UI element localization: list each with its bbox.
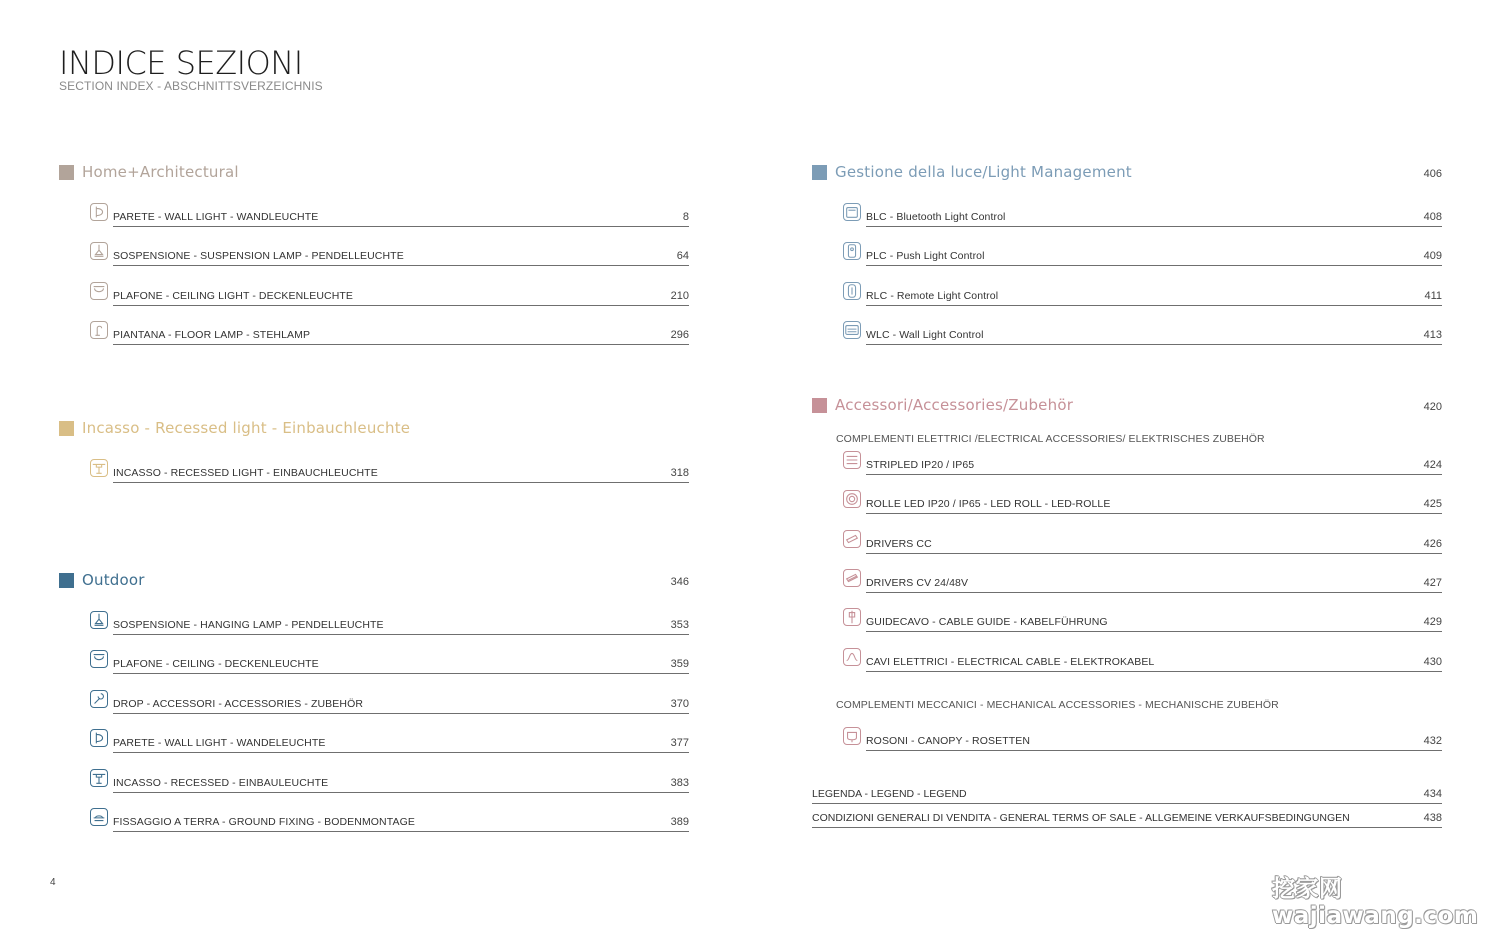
home-item-page: 8 — [682, 211, 689, 223]
outdoor-item-page: 377 — [670, 737, 689, 750]
footer-link-label: LEGENDA - LEGEND - LEGEND — [812, 788, 967, 800]
electrical-accessory-item-row[interactable] — [843, 569, 1442, 593]
electrical-accessory-item-row[interactable] — [843, 648, 1442, 672]
driver-cc-icon — [843, 530, 861, 548]
wrench-icon — [90, 690, 108, 708]
section-recessed[interactable] — [59, 421, 689, 441]
section-accessories-page: 420 — [1423, 401, 1442, 413]
electrical-accessory-item-row[interactable] — [843, 451, 1442, 475]
outdoor-item-underline — [113, 713, 689, 714]
outdoor-item-page: 359 — [670, 658, 689, 671]
home-item-label: PIANTANA - FLOOR LAMP - STEHLAMP — [113, 328, 311, 341]
electrical-accessory-item-label: STRIPLED IP20 / IP65 — [866, 459, 975, 471]
wall-control-icon — [843, 321, 861, 339]
light-management-item-page: 408 — [1423, 211, 1442, 223]
mechanical-accessory-item-row[interactable] — [843, 727, 1442, 751]
home-item-label: PARETE - WALL LIGHT - WANDLEUCHTE — [113, 211, 319, 223]
home-item-row[interactable] — [90, 282, 689, 306]
light-management-item-label: RLC - Remote Light Control — [866, 289, 999, 302]
remote-control-icon — [843, 282, 861, 300]
section-home-square — [59, 165, 74, 180]
section-accessories[interactable] — [812, 398, 1442, 418]
electrical-accessory-item-underline — [866, 631, 1442, 632]
electrical-accessory-item-label: ROLLE LED IP20 / IP65 - LED ROLL - LED-ROLLE — [866, 498, 1111, 511]
section-home[interactable] — [59, 165, 689, 185]
hanging-lamp-icon — [90, 611, 108, 629]
footer-link-row[interactable] — [812, 808, 1442, 828]
led-roll-icon — [843, 490, 861, 508]
section-home-title: Home+Architectural — [82, 163, 239, 181]
section-accessories-title: Accessori/Accessories/Zubehör — [835, 396, 1074, 414]
page-title: INDICE SEZIONI — [59, 44, 303, 82]
canopy-icon — [843, 727, 861, 745]
outdoor-item-page: 389 — [670, 816, 689, 828]
page-subtitle: SECTION INDEX - ABSCHNITTSVERZEICHNIS — [59, 79, 323, 93]
ceiling-light-icon — [90, 650, 108, 668]
wall-light-icon — [90, 203, 108, 221]
electrical-accessory-item-row[interactable] — [843, 490, 1442, 514]
outdoor-item-row[interactable] — [90, 690, 689, 714]
footer-link-page: 438 — [1423, 812, 1442, 824]
wall-light-icon — [90, 729, 108, 747]
home-item-row[interactable] — [90, 321, 689, 345]
section-accessories-square — [812, 398, 827, 413]
home-item-row[interactable] — [90, 203, 689, 227]
electrical-accessory-item-underline — [866, 553, 1442, 554]
outdoor-item-underline — [113, 792, 689, 793]
page-number: 4 — [50, 877, 56, 888]
electrical-accessory-item-page: 426 — [1423, 537, 1442, 550]
driver-cv-icon — [843, 569, 861, 587]
outdoor-item-label: FISSAGGIO A TERRA - GROUND FIXING - BODENMONTAGE — [113, 816, 415, 828]
outdoor-item-underline — [113, 831, 689, 832]
section-recessed-title: Incasso - Recessed light - Einbauchleuchte — [82, 419, 411, 437]
outdoor-item-underline — [113, 673, 689, 674]
electrical-accessory-item-row[interactable] — [843, 530, 1442, 554]
outdoor-item-row[interactable] — [90, 729, 689, 753]
section-outdoor-page: 346 — [670, 576, 689, 588]
section-outdoor-title: Outdoor — [82, 571, 145, 589]
recessed-item-label: INCASSO - RECESSED LIGHT - EINBAUCHLEUCHTE — [113, 467, 378, 479]
home-item-page: 64 — [676, 250, 689, 263]
light-management-item-label: WLC - Wall Light Control — [866, 328, 984, 341]
watermark-logo: 挖家网 wajiawang.com — [1272, 876, 1479, 929]
ground-fixing-icon — [90, 808, 108, 826]
electrical-accessory-item-row[interactable] — [843, 608, 1442, 632]
electrical-accessory-item-page: 427 — [1423, 576, 1442, 589]
electrical-accessory-item-label: GUIDECAVO - CABLE GUIDE - KABELFÜHRUNG — [866, 616, 1108, 629]
home-item-page: 296 — [670, 328, 689, 341]
light-management-item-row[interactable] — [843, 242, 1442, 266]
electrical-accessories-note: COMPLEMENTI ELETTRICI /ELECTRICAL ACCESSORIES/ ELEKTRISCHES ZUBEHÖR — [836, 433, 1265, 445]
electrical-accessory-item-underline — [866, 592, 1442, 593]
electrical-accessory-item-page: 429 — [1423, 616, 1442, 629]
footer-link-underline — [812, 827, 1442, 828]
light-management-item-label: PLC - Push Light Control — [866, 250, 985, 263]
electrical-accessory-item-underline — [866, 671, 1442, 672]
push-control-icon — [843, 242, 861, 260]
mechanical-accessory-item-label: ROSONI - CANOPY - ROSETTEN — [866, 735, 1031, 747]
outdoor-item-row[interactable] — [90, 808, 689, 832]
light-management-item-underline — [866, 265, 1442, 266]
mechanical-accessories-note: COMPLEMENTI MECCANICI - MECHANICAL ACCESSORIES - MECHANISCHE ZUBEHÖR — [836, 699, 1279, 711]
pendant-lamp-icon — [90, 242, 108, 260]
recessed-item-row[interactable] — [90, 459, 689, 483]
section-light-management-title: Gestione della luce/Light Management — [835, 163, 1132, 181]
electrical-accessory-item-label: CAVI ELETTRICI - ELECTRICAL CABLE - ELEKTROKABEL — [866, 655, 1155, 668]
electrical-accessory-item-label: DRIVERS CC — [866, 537, 932, 550]
electrical-accessory-item-label: DRIVERS CV 24/48V — [866, 576, 969, 589]
outdoor-item-label: SOSPENSIONE - HANGING LAMP - PENDELLEUCHTE — [113, 619, 384, 631]
bluetooth-control-icon — [843, 203, 861, 221]
light-management-item-underline — [866, 344, 1442, 345]
electrical-accessory-item-page: 430 — [1423, 655, 1442, 668]
home-item-label: SOSPENSIONE - SUSPENSION LAMP - PENDELLEUCHTE — [113, 250, 404, 263]
footer-link-label: CONDIZIONI GENERALI DI VENDITA - GENERAL TERMS OF SALE - ALLGEMEINE VERKAUFSBEDINGUNGEN — [812, 812, 1350, 824]
outdoor-item-page: 353 — [670, 619, 689, 631]
home-item-label: PLAFONE - CEILING LIGHT - DECKENLEUCHTE — [113, 289, 354, 302]
recessed-light-icon — [90, 769, 108, 787]
cable-guide-icon — [843, 608, 861, 626]
recessed-item-underline — [113, 482, 689, 483]
light-management-item-page: 411 — [1424, 289, 1442, 302]
outdoor-item-page: 383 — [670, 776, 689, 789]
section-outdoor[interactable] — [59, 573, 689, 593]
section-light-management-page: 406 — [1423, 168, 1442, 180]
footer-link-underline — [812, 803, 1442, 804]
outdoor-item-label: INCASSO - RECESSED - EINBAULEUCHTE — [113, 776, 329, 789]
outdoor-item-row[interactable] — [90, 769, 689, 793]
home-item-row[interactable] — [90, 242, 689, 266]
section-light-management[interactable] — [812, 165, 1442, 185]
electrical-cable-icon — [843, 648, 861, 666]
home-item-underline — [113, 305, 689, 306]
home-item-underline — [113, 226, 689, 227]
outdoor-item-label: DROP - ACCESSORI - ACCESSORIES - ZUBEHÖR — [113, 697, 364, 710]
page-header — [59, 44, 323, 93]
section-recessed-square — [59, 421, 74, 436]
mechanical-accessory-item-page: 432 — [1423, 735, 1442, 747]
outdoor-item-page: 370 — [670, 697, 689, 710]
section-outdoor-square — [59, 573, 74, 588]
home-item-underline — [113, 344, 689, 345]
light-management-item-row[interactable] — [843, 203, 1442, 227]
footer-link-page: 434 — [1423, 788, 1442, 800]
outdoor-item-underline — [113, 752, 689, 753]
section-light-management-square — [812, 165, 827, 180]
home-item-page: 210 — [670, 289, 689, 302]
mechanical-accessory-item-underline — [866, 750, 1442, 751]
home-item-underline — [113, 265, 689, 266]
light-management-item-label: BLC - Bluetooth Light Control — [866, 211, 1006, 223]
recessed-item-page: 318 — [670, 467, 689, 479]
electrical-accessory-item-underline — [866, 474, 1442, 475]
light-management-item-row[interactable] — [843, 282, 1442, 306]
outdoor-item-underline — [113, 634, 689, 635]
light-management-item-row[interactable] — [843, 321, 1442, 345]
outdoor-item-label: PLAFONE - CEILING - DECKENLEUCHTE — [113, 658, 319, 671]
electrical-accessory-item-underline — [866, 513, 1442, 514]
ceiling-light-icon — [90, 282, 108, 300]
floor-lamp-icon — [90, 321, 108, 339]
light-management-item-page: 413 — [1423, 328, 1442, 341]
outdoor-item-row[interactable] — [90, 650, 689, 674]
light-management-item-page: 409 — [1423, 250, 1442, 263]
electrical-accessory-item-page: 424 — [1423, 459, 1442, 471]
outdoor-item-row[interactable] — [90, 611, 689, 635]
led-strip-icon — [843, 451, 861, 469]
electrical-accessory-item-page: 425 — [1423, 498, 1442, 511]
footer-link-row[interactable] — [812, 784, 1442, 804]
recessed-light-icon — [90, 459, 108, 477]
outdoor-item-label: PARETE - WALL LIGHT - WANDELEUCHTE — [113, 737, 326, 750]
light-management-item-underline — [866, 226, 1442, 227]
light-management-item-underline — [866, 305, 1442, 306]
